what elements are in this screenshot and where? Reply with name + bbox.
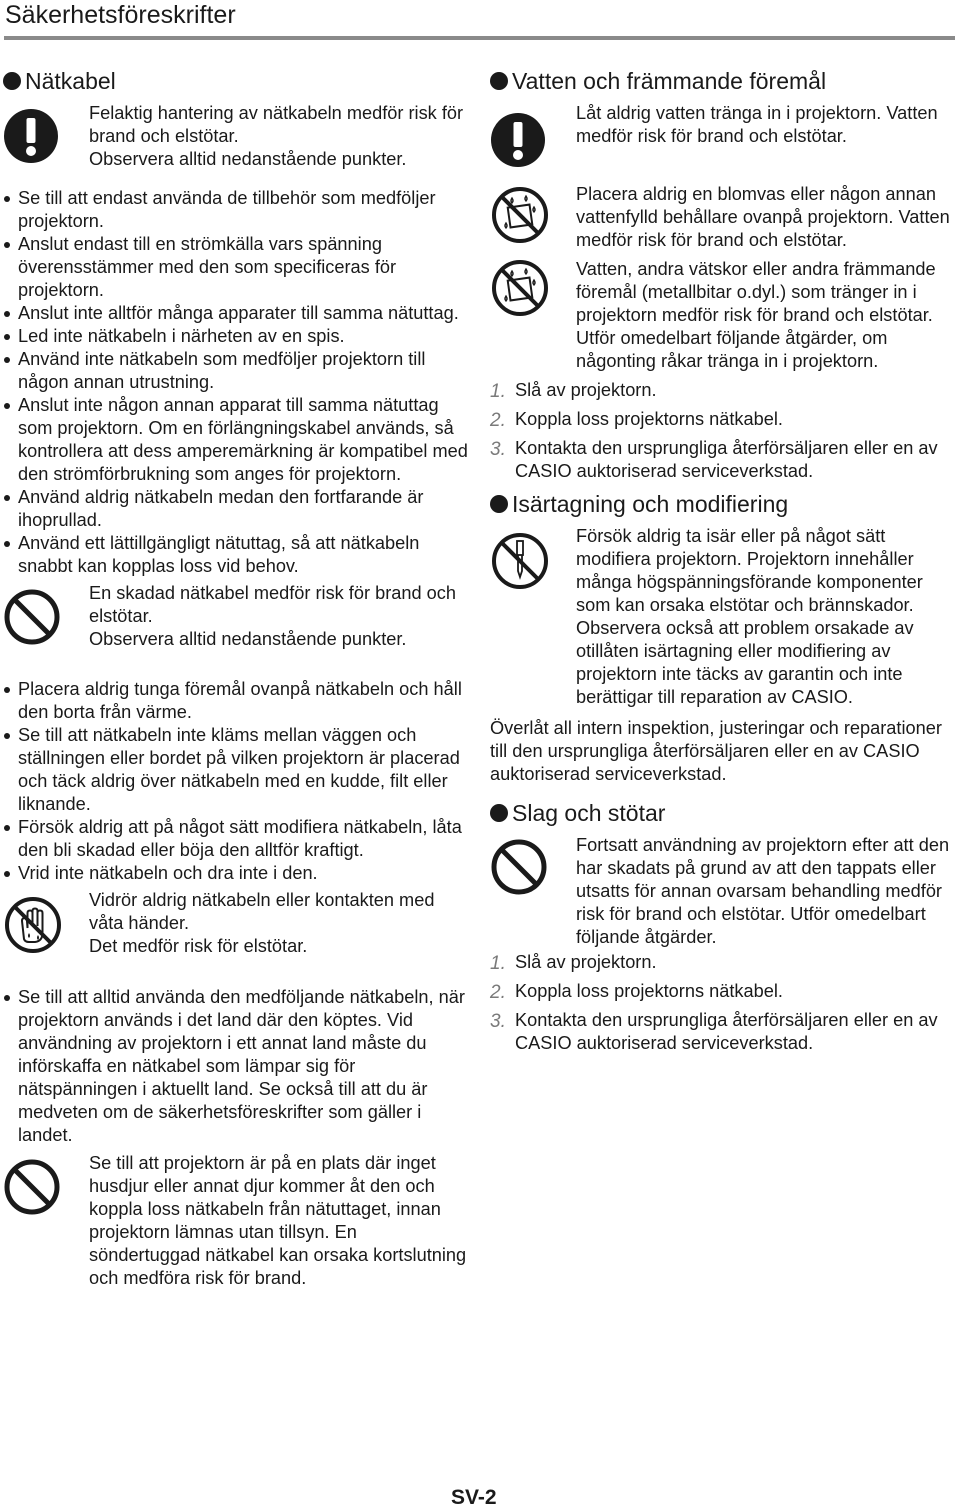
- warning-text: Se till att projektorn är på en plats där inget husdjur eller annat djur kommer åt den och koppla loss nätkabeln från nätuttaget, innan projektorn lämnas utan tillsyn. En söndertuggad nätkabel kan orsaka kortslutning och medföra risk för brand.: [89, 1153, 467, 1288]
- warning-block: [490, 258, 958, 373]
- warning-block: [3, 102, 471, 171]
- exclamation-icon: [490, 102, 576, 168]
- prohibition-icon: [3, 1152, 89, 1216]
- warning-text: Placera aldrig en blomvas eller någon annan vattenfylld behållare ovanpå projektorn. Vatten medför risk för brand och elstötar.: [576, 184, 950, 250]
- page-number: SV-2: [451, 1486, 497, 1509]
- section-heading-text: Isärtagning och modifiering: [512, 491, 789, 517]
- bullet-list: [3, 678, 471, 885]
- warning-text: Observera alltid nedanstående punkter.: [89, 629, 407, 649]
- section-heading-text: Vatten och främmande föremål: [512, 68, 827, 94]
- warning-block: [490, 525, 958, 709]
- bullet-list: [3, 187, 471, 578]
- warning-text: Försök aldrig ta isär eller på något sätt modifiera projektorn. Projektorn innehåller många högspänningsförande komponenter som kan orsaka elstötar och brännskador. Observera också att problem orsakade av otillåten isärtagning eller modifiering av projektorn inte täcks av garantin och inte berättigar till reparation av CASIO.: [576, 526, 923, 707]
- section-heading-isartagning: [490, 489, 958, 519]
- list-item: Använd inte nätkabeln som medföljer projektorn till någon annan utrustning.: [3, 348, 471, 394]
- list-item: Led inte nätkabeln i närheten av en spis.: [3, 325, 471, 348]
- list-item: Använd aldrig nätkabeln medan den fortfarande är ihoprullad.: [3, 486, 471, 532]
- step-number: 2.: [490, 982, 506, 1003]
- right-column: [490, 66, 958, 1061]
- wet-hand-prohibition-icon: [3, 889, 89, 955]
- warning-block: [490, 183, 958, 252]
- list-item: Vrid inte nätkabeln och dra inte i den.: [3, 862, 471, 885]
- section-heading-slag: [490, 798, 958, 828]
- warning-text: Fortsatt användning av projektorn efter att den har skadats på grund av att den tappats eller utsatts för annan ovarsam behandling medför risk för brand och elstötar. Utför omedelbart följande åtgärder.: [576, 835, 950, 947]
- warning-text: Observera alltid nedanstående punkter.: [89, 149, 407, 169]
- step-text: Kontakta den ursprungliga återförsäljaren eller en av CASIO auktoriserad serviceverkstad.: [515, 1010, 938, 1053]
- prohibition-icon: [490, 834, 576, 896]
- warning-block: [3, 889, 471, 958]
- step-number: 3.: [490, 1011, 506, 1032]
- step-text: Koppla loss projektorns nätkabel.: [515, 981, 783, 1001]
- water-prohibition-icon: [490, 258, 576, 318]
- prohibition-icon: [3, 582, 89, 646]
- warning-block: [490, 834, 958, 949]
- bullet-dot-icon: [3, 72, 21, 90]
- step-number: 1.: [490, 953, 506, 974]
- list-item: Försök aldrig att på något sätt modifiera nätkabeln, låta den bli skadad eller böja den alltför kraftigt.: [3, 816, 471, 862]
- step-text: Kontakta den ursprungliga återförsäljaren eller en av CASIO auktoriserad serviceverkstad.: [515, 438, 938, 481]
- step-list: [490, 379, 958, 483]
- water-prohibition-icon: [490, 183, 576, 245]
- list-item: Se till att nätkabeln inte kläms mellan väggen och ställningen eller bordet på vilken projektorn är placerad och täck aldrig över nätkabeln med en kudde, filt eller liknande.: [3, 724, 471, 816]
- list-item: [490, 408, 958, 431]
- warning-block: [3, 1152, 471, 1290]
- disassembly-prohibition-icon: [490, 525, 576, 591]
- bullet-dot-icon: [490, 495, 508, 513]
- list-item: [490, 951, 958, 974]
- exclamation-icon: [3, 102, 89, 164]
- list-item: Anslut endast till en strömkälla vars spänning överensstämmer med den som specificeras för projektorn.: [3, 233, 471, 302]
- list-item: Använd ett lättillgängligt nätuttag, så att nätkabeln snabbt kan kopplas loss vid behov.: [3, 532, 471, 578]
- list-item: [490, 980, 958, 1003]
- step-text: Slå av projektorn.: [515, 952, 657, 972]
- title-rule: [4, 36, 955, 40]
- warning-text: Vidrör aldrig nätkabeln eller kontakten med våta händer.: [89, 890, 435, 933]
- step-text: Slå av projektorn.: [515, 380, 657, 400]
- list-item: Se till att endast använda de tillbehör som medföljer projektorn.: [3, 187, 471, 233]
- list-item: [490, 379, 958, 402]
- warning-text: Det medför risk för elstötar.: [89, 936, 308, 956]
- bullet-list: [3, 986, 471, 1147]
- warning-text: Felaktig hantering av nätkabeln medför risk för brand och elstötar.: [89, 103, 464, 146]
- warning-text: Låt aldrig vatten tränga in i projektorn. Vatten medför risk för brand och elstötar.: [576, 103, 938, 146]
- warning-block: [3, 582, 471, 651]
- step-number: 1.: [490, 381, 506, 402]
- list-item: Se till att alltid använda den medföljande nätkabeln, när projektorn används i det land där den köptes. Vid användning av projektorn i ett annat land måste du införskaffa en nätkabel som lämpar sig för nätspänningen i aktuellt land. Se också till att du är medveten om de säkerhetsföreskrifter som gäller i landet.: [3, 986, 471, 1147]
- warning-text: Vatten, andra vätskor eller andra främmande föremål (metallbitar o.dyl.) som tränger in i projektorn medför risk för brand och elstötar. Utför omedelbart följande åtgärder, om någonting råkar tränga in i projektorn.: [576, 259, 936, 371]
- section-heading-text: Slag och stötar: [512, 800, 666, 826]
- step-list: [490, 951, 958, 1055]
- warning-text: En skadad nätkabel medför risk för brand och elstötar.: [89, 583, 456, 626]
- step-number: 2.: [490, 410, 506, 431]
- section-heading-vatten: [490, 66, 958, 96]
- paragraph: Överlåt all intern inspektion, justeringar och reparationer till den ursprungliga återförsäljaren eller en av CASIO auktoriserad serviceverkstad.: [490, 718, 942, 784]
- page-title: Säkerhetsföreskrifter: [5, 1, 236, 29]
- list-item: Anslut inte alltför många apparater till samma nätuttag.: [3, 302, 471, 325]
- list-item: [490, 437, 958, 483]
- warning-block: [490, 102, 958, 168]
- bullet-dot-icon: [490, 72, 508, 90]
- list-item: [490, 1009, 958, 1055]
- step-text: Koppla loss projektorns nätkabel.: [515, 409, 783, 429]
- left-column: [3, 66, 471, 1290]
- list-item: Placera aldrig tunga föremål ovanpå nätkabeln och håll den borta från värme.: [3, 678, 471, 724]
- section-heading-natkabel: [3, 66, 471, 96]
- bullet-dot-icon: [490, 804, 508, 822]
- list-item: Anslut inte någon annan apparat till samma nätuttag som projektorn. Om en förlängningskabel används, så kontrollera att dess amperemärkning är kompatibel med den strömförbrukning som anges för projektorn.: [3, 394, 471, 486]
- section-heading-text: Nätkabel: [25, 68, 116, 94]
- step-number: 3.: [490, 439, 506, 460]
